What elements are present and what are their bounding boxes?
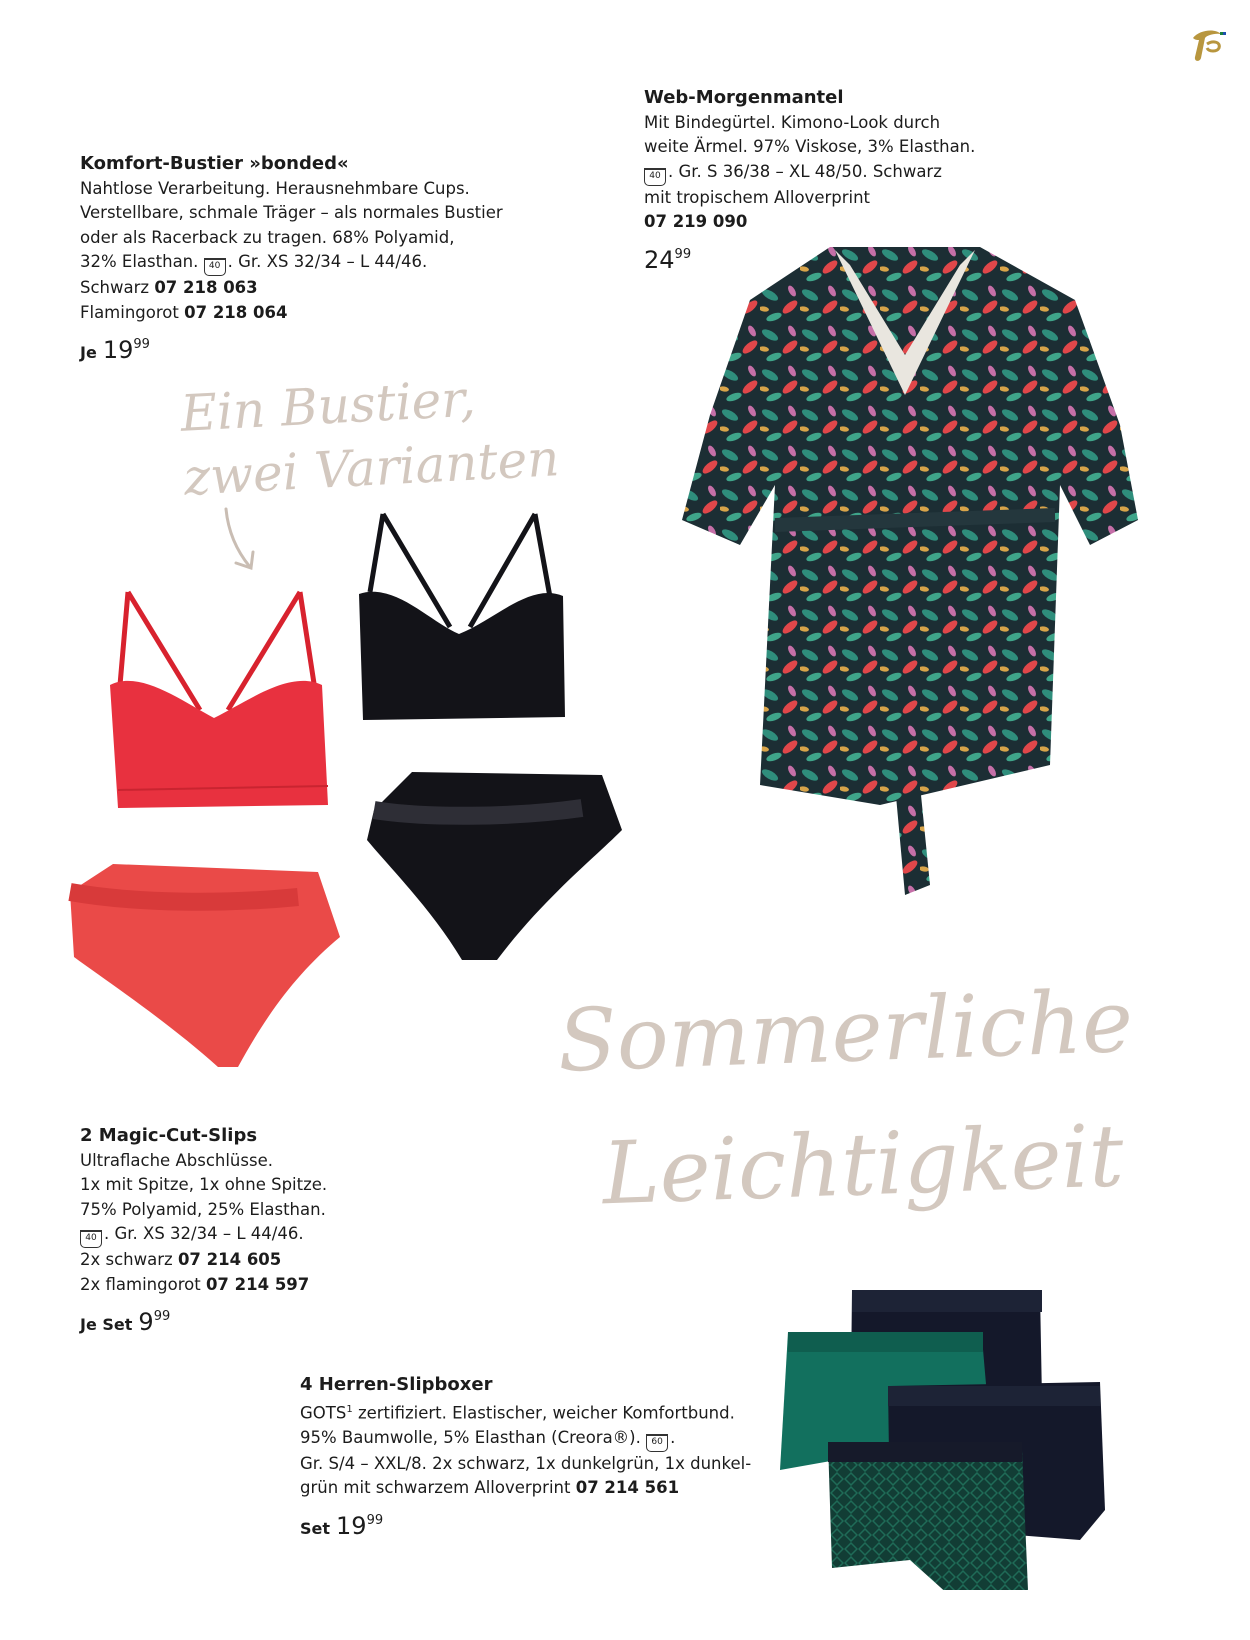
boxer-desc-line: Gr. S/4 – XXL/8. 2x schwarz, 1x dunkelgrün, 1x dunkel- [300, 1453, 752, 1473]
wash-care-icon: 40 [644, 168, 666, 186]
bustier-title: Komfort-Bustier »bonded« [80, 153, 349, 174]
morgenmantel-price: $24^{99}$ [644, 245, 692, 274]
red-slip-image [68, 862, 353, 1072]
slips-desc-line: 75% Polyamid, 25% Elasthan. [80, 1199, 326, 1219]
slips-title: 2 Magic-Cut-Slips [80, 1125, 258, 1146]
script-headline-bustier: Ein Bustier, zwei Varianten [179, 369, 561, 507]
morgenmantel-title: Web-Morgenmantel [644, 87, 844, 108]
black-slip-image [362, 770, 632, 970]
kimono-robe-image [680, 245, 1140, 900]
morgenmantel-size-line: 40 . Gr. S 36/38 – XL 48/50. Schwarz [644, 160, 975, 186]
article-number: 07 219 090 [644, 212, 748, 231]
bustier-desc-line: oder als Racerback zu tragen. 68% Polyamid, [80, 227, 455, 247]
morgenmantel-desc-line: Mit Bindegürtel. Kimono-Look durch [644, 112, 941, 132]
slips-desc-line: 1x mit Spitze, 1x ohne Spitze. [80, 1175, 328, 1194]
slips-price: Je Set $9^{99}$ [80, 1308, 171, 1336]
wash-care-icon: 60 [646, 1434, 668, 1452]
arrow-down-icon [218, 505, 268, 575]
boxer-material-line: 95% Baumwolle, 5% Elasthan (Creora®). 60 . [300, 1426, 751, 1452]
tchibo-logo-icon [1185, 24, 1227, 66]
bustier-text-block [80, 152, 503, 366]
article-number: 07 214 597 [205, 1274, 310, 1294]
slips-size-line: 40 . Gr. XS 32/34 – L 44/46. [80, 1222, 327, 1248]
article-number: 07 214 605 [177, 1250, 282, 1269]
slips-variant-black: 2x schwarz 07 214 605 [80, 1250, 282, 1269]
wash-care-icon: 40 [204, 258, 226, 276]
bustier-size-line: 32% Elasthan. 40 . Gr. XS 32/34 – L 44/46. [80, 250, 503, 276]
article-number: 07 214 561 [575, 1478, 680, 1497]
bustier-desc-line: Verstellbare, schmale Träger – als normales Bustier [80, 203, 503, 222]
boxer-desc-line: grün mit schwarzem Alloverprint 07 214 561 [300, 1478, 680, 1497]
boxer-title: 4 Herren-Slipboxer [300, 1374, 493, 1395]
black-bustier-image [355, 512, 570, 732]
article-number: 07 218 064 [184, 302, 288, 322]
bustier-price: Je $19^{99}$ [80, 336, 150, 364]
wash-care-icon: 40 [80, 1230, 102, 1248]
slips-variant-red: 2x flamingorot 07 214 597 [80, 1274, 310, 1294]
bustier-variant-black: Schwarz 07 218 063 [80, 278, 258, 297]
script-headline-sommer: Sommerliche Leichtigkeit [556, 971, 1135, 1225]
slips-desc-line: Ultraflache Abschlüsse. [80, 1150, 273, 1170]
article-number: 07 218 063 [154, 278, 258, 297]
boxer-text-block [300, 1373, 751, 1541]
boxer-desc-line: GOTS$^1$ zertifiziert. Elastischer, weicher Komfortbund. [300, 1403, 735, 1422]
bustier-variant-red: Flamingorot 07 218 064 [80, 302, 288, 322]
morgenmantel-desc-line: mit tropischem Alloverprint [644, 187, 871, 207]
slips-text-block [80, 1124, 327, 1338]
boxer-shorts-image [760, 1290, 1110, 1590]
boxer-price: Set $19^{99}$ [300, 1511, 384, 1540]
red-bustier-image [100, 590, 335, 810]
morgenmantel-desc-line: weite Ärmel. 97% Viskose, 3% Elasthan. [644, 137, 976, 156]
bustier-desc-line: Nahtlose Verarbeitung. Herausnehmbare Cups. [80, 178, 470, 198]
